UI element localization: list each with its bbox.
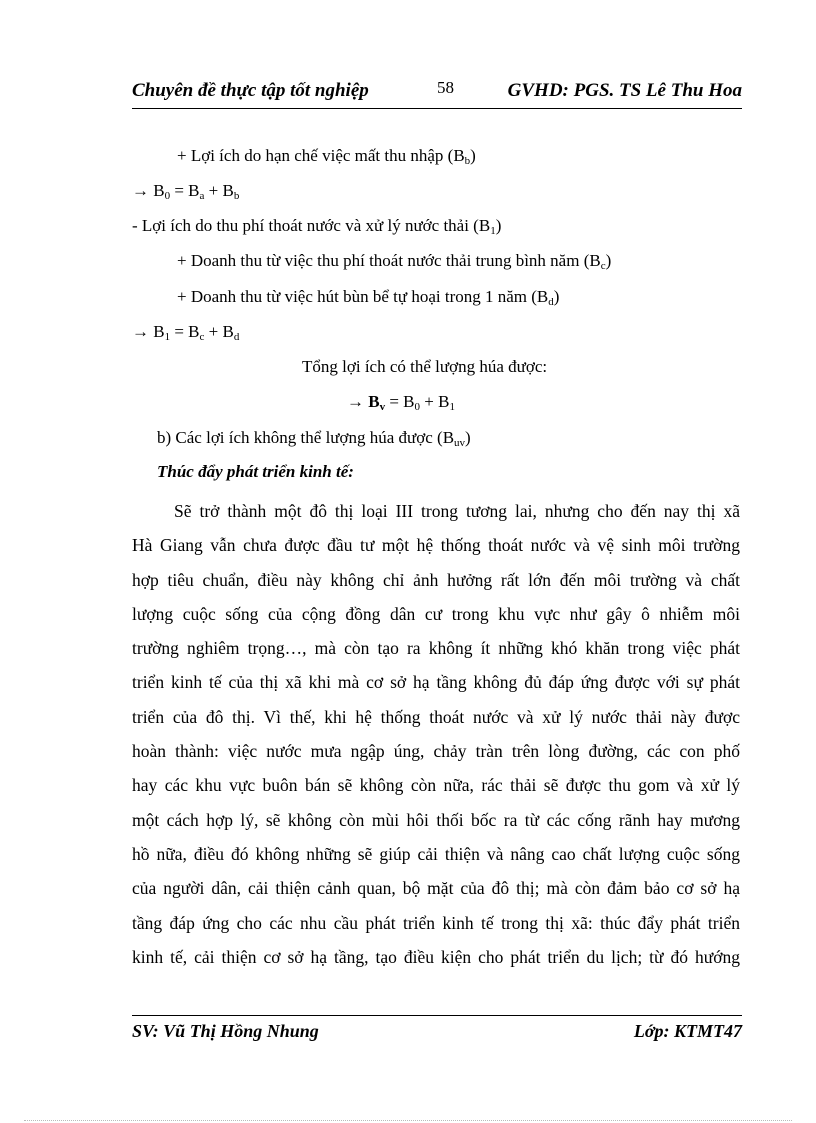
paragraph-line: Hà Giang vẫn chưa được đầu tư một hệ thống thoát nước và vệ sinh môi trường [132,535,740,556]
section-heading: Thúc đẩy phát triển kinh tế: [157,462,354,481]
footer-student-name: SV: Vũ Thị Hồng Nhung [132,1021,319,1041]
header-document-title: Chuyên đề thực tập tốt nghiệp [132,80,369,101]
paragraph-line: của người dân, cải thiện cảnh quan, bộ mặt của đô thị; mà còn đảm bảo cơ sở hạ [132,878,740,899]
footer-rule [132,1015,742,1016]
footer-class: Lớp: KTMT47 [633,1021,742,1041]
page-header [132,80,742,106]
page-edge-divider [24,1120,792,1121]
paragraph-line: hồ nữa, điều đó không những sẽ giúp cải thiện và nâng cao chất lượng cuộc sống [132,843,740,864]
page-number: 58 [437,78,454,97]
paragraph-line: một cách hợp lý, sẽ không còn mùi hôi thối bốc ra từ các cống rãnh hay mương [132,809,740,830]
formula-b1: → $B_1 = B_c + B_d$ [132,322,240,343]
paragraph-line: kinh tế, cải thiện cơ sở hạ tầng, tạo điều kiện cho phát triển du lịch; từ đó hướng [132,946,740,967]
header-rule [132,108,742,109]
paragraph-line: tầng đáp ứng cho các nhu cầu phát triển kinh tế trong thị xã: thúc đẩy phát triển [132,912,740,933]
formula-b0: → $B_0 = B_a + B_b$ [132,181,240,202]
paragraph-line: hoàn thành: việc nước mưa ngập úng, chảy tràn trên lòng đường, các con phố [132,741,740,762]
benefit-line-income: + Lợi ích do hạn chế việc mất thu nhập $(B_b)$ [177,146,476,167]
non-quantifiable-heading: b) Các lợi ích không thể lượng húa được $(B_{uv})$ [157,428,471,449]
paragraph-line: trường nghiêm trọng…, mà còn tạo ra không ít những khó khăn trong việc phát [132,638,740,659]
paragraph-line: hay các khu vực buôn bán sẽ không còn nữa, rác thải sẽ được thu gom và xử lý [132,775,740,796]
paragraph-line: lượng cuộc sống của cộng đồng dân cư trong khu vực như gây ô nhiễm môi [132,603,740,624]
paragraph-line: Sẽ trở thành một đô thị loại III trong tương lai, nhưng cho đến nay thị xã [174,501,740,521]
formula-bv: → $B_v = B_0 + B_1$ [347,392,455,413]
header-supervisor: GVHD: PGS. TS Lê Thu Hoa [507,80,742,101]
body-paragraph [132,494,740,974]
paragraph-line: triển của đô thị. Vì thế, khi hệ thống thoát nước và xử lý nước thải này được [132,706,740,727]
paragraph-line: hợp tiêu chuẩn, điều này không chỉ ảnh hưởng rất lớn đến môi trường và chất [132,569,740,590]
benefit-line-fees: - Lợi ích do thu phí thoát nước và xử lý nước thải $(B_1)$ [132,216,502,237]
benefit-line-revenue-sludge: + Doanh thu từ việc hút bùn bể tự hoại trong 1 năm $(B_d)$ [177,287,560,308]
benefit-line-revenue-fees: + Doanh thu từ việc thu phí thoát nước thải trung bình năm $(B_c)$ [177,251,612,272]
total-benefit-label: Tổng lợi ích có thể lượng húa được: [302,357,548,376]
paragraph-line: triển kinh tế của thị xã khi mà cơ sở hạ tầng không đủ đáp ứng được với sự phát [132,672,740,693]
